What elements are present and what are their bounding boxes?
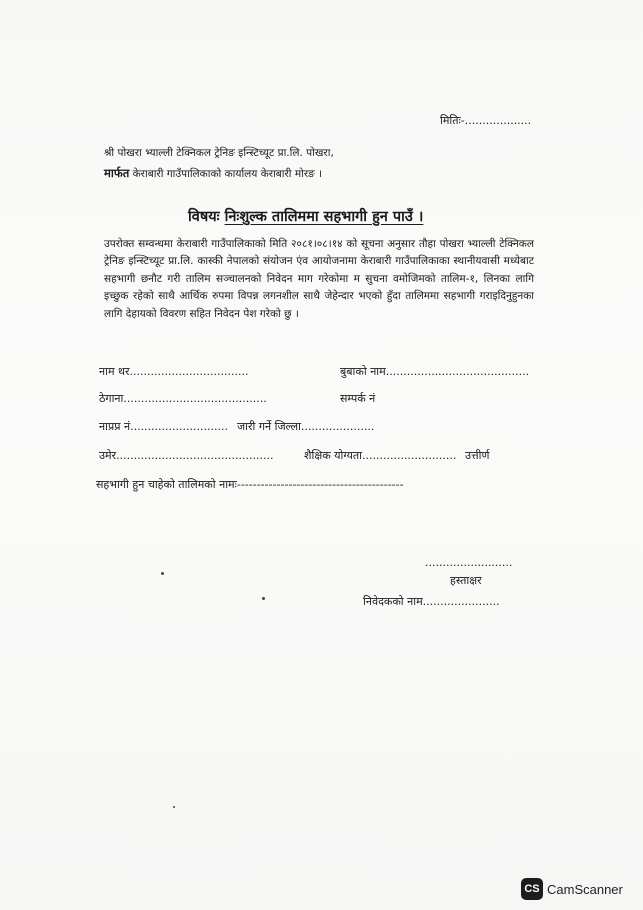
address-field: ठेगाना......................................... — [99, 392, 267, 405]
father-name-field: बुबाको नाम......................................... — [340, 365, 530, 378]
scan-speck — [161, 572, 164, 575]
camscanner-logo-icon: CS — [521, 878, 543, 900]
camscanner-watermark — [521, 878, 623, 900]
citizenship-field: नाप्रप्र नं............................ — [99, 420, 228, 433]
recipient-address: श्री पोखरा भ्याल्ली टेक्निकल ट्रेनिङ इन्स्टिच्यूट प्रा.लि. पोखरा, — [104, 147, 334, 159]
scan-speck — [173, 806, 175, 808]
office-name: केराबारी गाउँपालिकाको कार्यालय केराबारी मोरङ । — [129, 168, 323, 180]
issued-district-field: जारी गर्ने जिल्ला..................... — [237, 420, 375, 433]
applicant-name-field: निवेदकको नाम...................... — [363, 595, 500, 608]
training-name-field: सहभागी हुन चाहेको तालिमको नामः------------------------------------------ — [96, 478, 404, 491]
via-label: मार्फत — [104, 166, 130, 180]
passed-label: उत्तीर्ण — [465, 449, 490, 462]
signature-label: हस्ताक्षर — [450, 574, 482, 587]
body-paragraph: उपरोक्त सम्वन्धमा केराबारी गाउँपालिकाको मिति २०८१।०८।१४ को सूचना अनुसार तौहा पोखरा भ्याल्ली टेक्निकल ट्रेनिङ इन्स्टिच्यूट प्रा.लि. कास्की नेपालको संयोजन एंव आयोजनामा केराबारी गाउँपालिकाका स्थानीयवासी मध्येबाट सहभागी छनौट गरी तालिम सञ्चालनको निवेदन माग गरेकोमा म सुचना वमोजिमको तालिम-१, लिनका लागि इच्छुक रहेको साथै आर्थिक रुपमा विपन्न लगनशील साथै जेहेन्दार भएको हुँदा तालिममा सहभागी गराइदिनुहुनका लागि देहायको विवरण सहित निवेदन पेश गरेको छु । — [104, 238, 534, 320]
subject-line — [188, 206, 423, 226]
subject-text: निःशुल्क तालिममा सहभागी हुन पाउँ । — [224, 209, 424, 225]
date-line: मितिः-................... — [440, 114, 532, 127]
contact-field: सम्पर्क नं — [340, 392, 376, 405]
scan-speck — [262, 597, 265, 600]
via-office-line — [104, 166, 322, 181]
education-field: शैक्षिक योग्यता........................... — [304, 449, 457, 462]
camscanner-brand: CamScanner — [547, 881, 623, 897]
signature-dots: ......................... — [425, 556, 513, 569]
subject-label: विषयः — [188, 209, 220, 225]
name-field: नाम थर.................................. — [99, 365, 249, 378]
age-field: उमेर............................................. — [99, 449, 274, 462]
